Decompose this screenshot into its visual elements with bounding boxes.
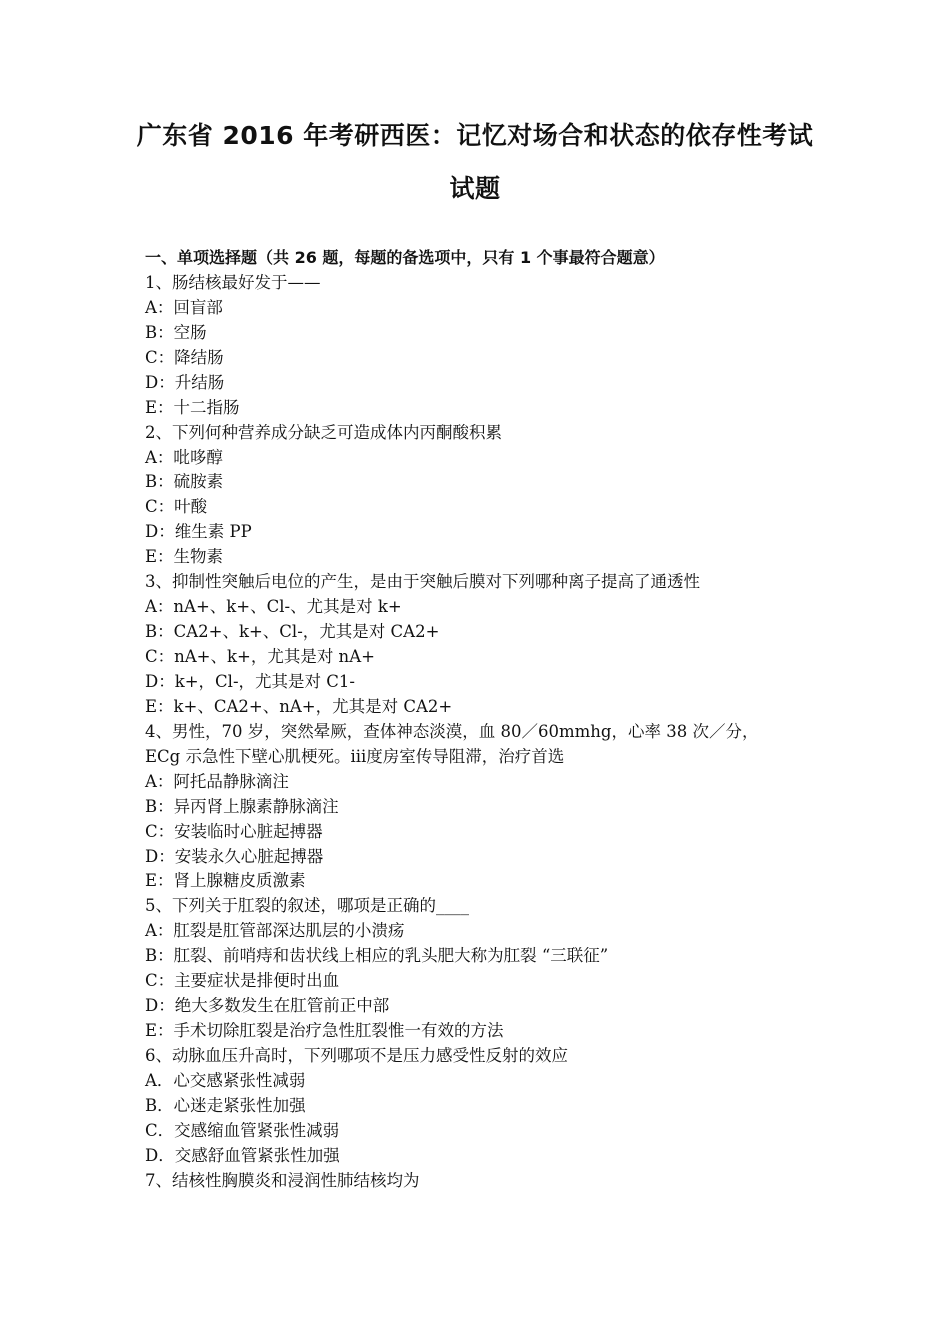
option-line: B：CA2+、k+、Cl-，尤其是对 CA2+ [145, 622, 440, 642]
option-line: E：手术切除肛裂是治疗急性肛裂惟一有效的方法 [145, 1021, 504, 1041]
option-line: D：升结肠 [145, 372, 225, 392]
option-line: D：安装永久心脏起搏器 [145, 846, 324, 866]
option-line: B．心迷走紧张性加强 [145, 1095, 306, 1115]
option-line: E：生物素 [145, 547, 224, 567]
option-line: C．交感缩血管紧张性减弱 [145, 1120, 340, 1140]
option-line: E：十二指肠 [145, 397, 240, 417]
question-6: 6、动脉血压升高时，下列哪项不是压力感受性反射的效应 [145, 1046, 568, 1065]
option-line: C：叶酸 [145, 497, 208, 517]
option-line: A：阿托品静脉滴注 [145, 771, 289, 791]
option-line: C：安装临时心脏起搏器 [145, 821, 323, 841]
question-1: 1、肠结核最好发于—— [145, 272, 321, 292]
option-line: A：肛裂是肛管部深达肌层的小溃疡 [145, 921, 405, 941]
option-line: C：nA+、k+，尤其是对 nA+ [145, 647, 375, 666]
question-2: 2、下列何种营养成分缺乏可造成体内丙酮酸积累 [145, 422, 502, 442]
option-line: B：空肠 [145, 322, 207, 342]
option-line: B：异丙肾上腺素静脉滴注 [145, 796, 339, 816]
option-line: D．交感舒血管紧张性加强 [145, 1145, 340, 1165]
option-line: A：吡哆醇 [145, 447, 223, 467]
question-4-continued: ECg 示急性下壁心肌梗死。iii度房室传导阻滞，治疗首选 [145, 746, 565, 766]
option-line: D：绝大多数发生在肛管前正中部 [145, 996, 390, 1016]
option-line: A：回盲部 [145, 297, 223, 317]
question-4: 4、男性，70 岁，突然晕厥，查体神态淡漠，血 80／60mmhg，心率 38 次／分， [145, 721, 759, 741]
option-line: D：k+，Cl-，尤其是对 C1- [145, 671, 355, 691]
section-heading: 一、单项选择题（共 26 题，每题的备选项中，只有 1 个事最符合题意） [145, 248, 665, 267]
document-body [145, 246, 825, 1194]
option-line: A．心交感紧张性减弱 [145, 1070, 306, 1090]
option-line: C：降结肠 [145, 347, 224, 367]
question-3: 3、抑制性突触后电位的产生，是由于突触后膜对下列哪种离子提高了通透性 [145, 572, 700, 592]
option-line: E：k+、CA2+、nA+，尤其是对 CA2+ [145, 696, 453, 716]
option-line: C：主要症状是排便时出血 [145, 971, 340, 991]
option-line: B：硫胺素 [145, 472, 224, 492]
document-title-line-2: 试题 [449, 174, 501, 203]
option-line: A：nA+、k+、Cl-、尤其是对 k+ [145, 597, 402, 617]
option-line: E：肾上腺糖皮质激素 [145, 871, 306, 891]
option-line: B：肛裂、前哨痔和齿状线上相应的乳头肥大称为肛裂 “三联征” [145, 946, 609, 966]
option-line: D：维生素 PP [145, 522, 252, 542]
question-5: 5、下列关于肛裂的叙述，哪项是正确的____ [145, 896, 469, 916]
question-7: 7、结核性胸膜炎和浸润性肺结核均为 [145, 1170, 420, 1190]
document-title-line-1: 广东省 2016 年考研西医：记忆对场合和状态的依存性考试 [136, 121, 814, 150]
